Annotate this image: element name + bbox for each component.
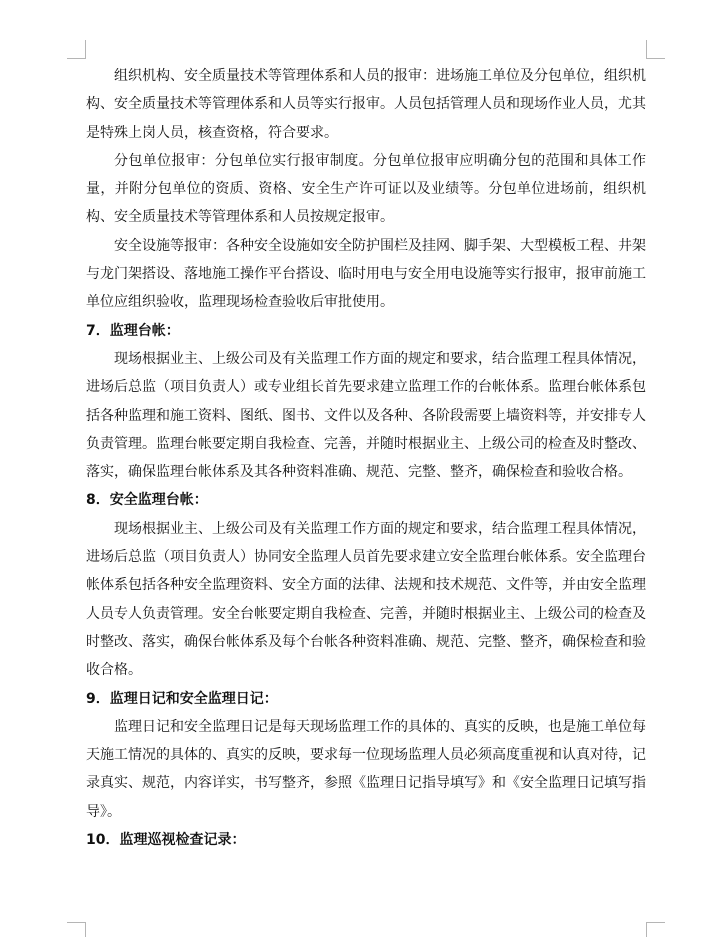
crop-mark-bottom-right (646, 922, 665, 937)
crop-mark-top-right (646, 40, 665, 59)
document-body (86, 62, 646, 854)
heading-patrol-inspection: 10．监理巡视检查记录： (86, 832, 246, 849)
paragraph-org-report: 组织机构、安全质量技术等管理体系和人员的报审：进场施工单位及分包单位，组织机构、安全质量技术等管理体系和人员等实行报审。人员包括管理人员和现场作业人员，尤其是特殊上岗人员，核查资格，符合要求。 (86, 68, 646, 141)
paragraph-supervision-ledger: 现场根据业主、上级公司及有关监理工作方面的规定和要求，结合监理工程具体情况，进场后总监（项目负责人）或专业组长首先要求建立监理工作的台帐体系。监理台帐体系包括各种监理和施工资料、图纸、图书、文件以及各种、各阶段需要上墙资料等，并安排专人负责管理。监理台帐要定期自我检查、完善，并随时根据业主、上级公司的检查及时整改、落实，确保监理台帐体系及其各种资料准确、规范、完整、整齐，确保检查和验收合格。 (86, 350, 646, 481)
paragraph-subcontractor-report: 分包单位报审：分包单位实行报审制度。分包单位报审应明确分包的范围和具体工作量，并附分包单位的资质、资格、安全生产许可证以及业绩等。分包单位进场前，组织机构、安全质量技术等管理体系和人员按规定报审。 (86, 152, 646, 226)
crop-mark-top-left (67, 40, 86, 59)
crop-mark-bottom-left (67, 922, 86, 937)
paragraph-supervision-diary: 监理日记和安全监理日记是每天现场监理工作的具体的、真实的反映，也是施工单位每天施工情况的具体的、真实的反映，要求每一位现场监理人员必须高度重视和认真对待，记录真实、规范，内容详实，书写整齐，参照《监理日记指导填写》和《安全监理日记填写指导》。 (86, 718, 646, 820)
heading-supervision-ledger: 7．监理台帐： (86, 322, 180, 339)
heading-safety-ledger: 8．安全监理台帐： (86, 492, 208, 509)
paragraph-safety-facility-report: 安全设施等报审：各种安全设施如安全防护围栏及挂网、脚手架、大型模板工程、井架与龙门架搭设、落地施工操作平台搭设、临时用电与安全用电设施等实行报审，报审前施工单位应组织验收，监理现场检查验收后审批使用。 (86, 237, 646, 311)
heading-supervision-diary: 9．监理日记和安全监理日记： (86, 690, 278, 707)
paragraph-safety-ledger: 现场根据业主、上级公司及有关监理工作方面的规定和要求，结合监理工程具体情况，进场后总监（项目负责人）协同安全监理人员首先要求建立安全监理台帐体系。安全监理台帐体系包括各种安全监理资料、安全方面的法律、法规和技术规范、文件等，并由安全监理人员专人负责管理。安全台帐要定期自我检查、完善，并随时根据业主、上级公司的检查及时整改、落实，确保台帐体系及每个台帐各种资料准确、规范、完整、整齐，确保检查和验收合格。 (86, 520, 646, 679)
